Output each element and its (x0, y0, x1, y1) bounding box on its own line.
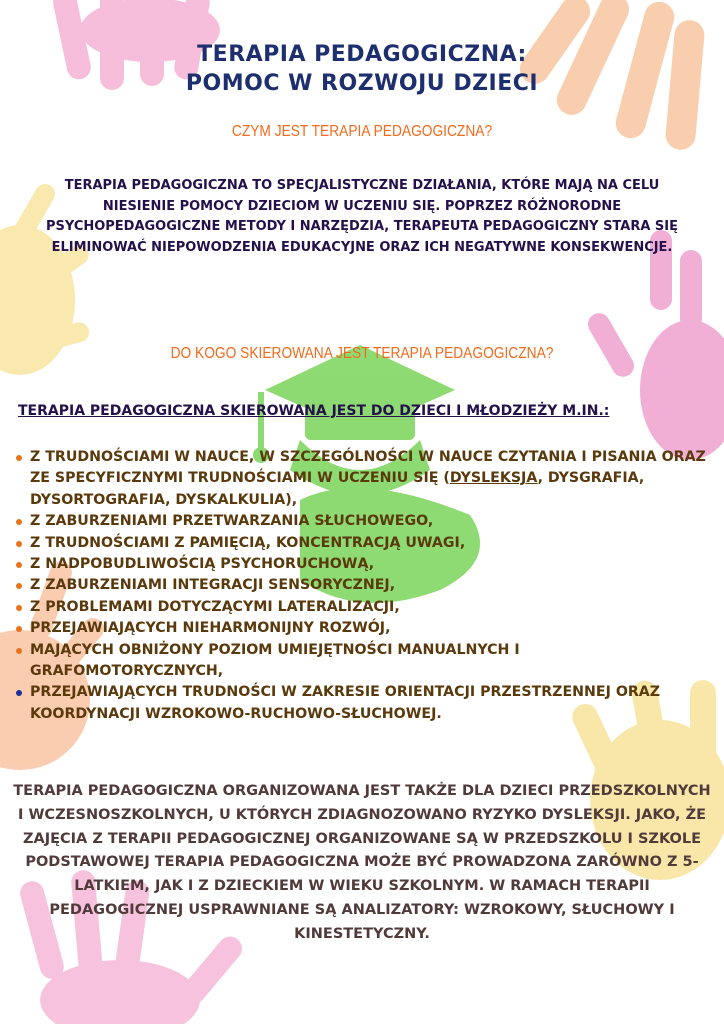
list-item (16, 554, 706, 575)
title-line-1: TERAPIA PEDAGOGICZNA: (197, 42, 527, 67)
closing-paragraph: TERAPIA PEDAGOGICZNA ORGANIZOWANA JEST TAKŻE DLA DZIECI PRZEDSZKOLNYCH I WCZESNOSZKOLNYCH, U KTÓRYCH ZDIAGNOZOWANO RYZYKO DYSLEKSJI. JAKO, ŻE ZAJĘCIA Z TERAPII PEDAGOGICZNEJ ORGANIZOWANE SĄ W PRZEDSZKOLU I SZKOLE PODSTAWOWEJ TERAPIA PEDAGOGICZNA MOŻE BYĆ PROWADZONA ZARÓWNO Z 5-LATKIEM, JAK I Z DZIECKIEM W WIEKU SZKOLNYM. W RAMACH TERAPII PEDAGOGICZNEJ USPRAWNIANE SĄ ANALIZATORY: WZROKOWY, SŁUCHOWY I KINESTETYCZNY. (13, 783, 711, 942)
list-item (16, 575, 706, 596)
list-item-text: Z NADPOBUDLIWOŚCIĄ PSYCHORUCHOWĄ, (30, 556, 375, 573)
list-item-text: PRZEJAWIAJĄCYCH NIEHARMONIJNY ROZWÓJ, (30, 620, 391, 637)
question-what-is: CZYM JEST TERAPIA PEDAGOGICZNA? (231, 123, 493, 140)
list-item-text: Z PROBLEMAMI DOTYCZĄCYMI LATERALIZACJI, (30, 598, 400, 615)
list-item-text: Z ZABURZENIAMI INTEGRACJI SENSORYCZNEJ, (30, 577, 396, 594)
intro-paragraph: TERAPIA PEDAGOGICZNA TO SPECJALISTYCZNE DZIAŁANIA, KTÓRE MAJĄ NA CELU NIESIENIE POMOCY DZIECIOM W UCZENIU SIĘ. POPRZEZ RÓŻNORODNE PSYCHOPEDAGOGICZNE METODY I NARZĘDZIA, TERAPEUTA PEDAGOGICZNY STARA SIĘ ELIMINOWAĆ NIEPOWODZENIA EDUKACYJNE ORAZ ICH NEGATYWNE KONSEKWENCJE. (46, 178, 678, 255)
audience-list (16, 447, 706, 725)
list-item (16, 640, 706, 683)
list-item-text: Z TRUDNOŚCIAMI Z PAMIĘCIĄ, KONCENTRACJĄ UWAGI, (30, 534, 466, 551)
list-item-underlined-term: DYSLEKSJA (449, 470, 538, 487)
page-title (0, 40, 724, 98)
list-item (16, 511, 706, 532)
list-item (16, 618, 706, 639)
list-item (16, 533, 706, 554)
list-item (16, 682, 706, 725)
title-line-2: POMOC W ROZWOJU DZIECI (185, 71, 539, 96)
list-item (16, 597, 706, 618)
list-item-text: PRZEJAWIAJĄCYCH TRUDNOŚCI W ZAKRESIE ORIENTACJI PRZESTRZENNEJ ORAZ KOORDYNACJI WZROKOWO-RUCHOWO-SŁUCHOWEJ. (30, 684, 661, 722)
list-item-text: MAJĄCYCH OBNIŻONY POZIOM UMIEJĘTNOŚCI MANUALNYCH I GRAFOMOTORYCZNYCH, (30, 641, 520, 680)
list-item-text: Z TRUDNOŚCIAMI W NAUCE, W SZCZEGÓLNOŚCI W NAUCE CZYTANIA I PISANIA ORAZ ZE SPECYFICZNYMI TRUDNOŚCIAMI W UCZENIU SIĘ ( (30, 449, 706, 487)
list-item-text-end: , DYSGRAFIA, DYSORTOGRAFIA, DYSKALKULIA), (30, 470, 645, 508)
list-item-text: Z ZABURZENIAMI PRZETWARZANIA SŁUCHOWEGO, (30, 513, 434, 530)
question-for-whom: DO KOGO SKIEROWANA JEST TERAPIA PEDAGOGICZNA? (170, 345, 554, 362)
list-item (16, 447, 706, 511)
audience-heading: TERAPIA PEDAGOGICZNA SKIEROWANA JEST DO DZIECI I MŁODZIEŻY M.IN.: (18, 403, 610, 419)
